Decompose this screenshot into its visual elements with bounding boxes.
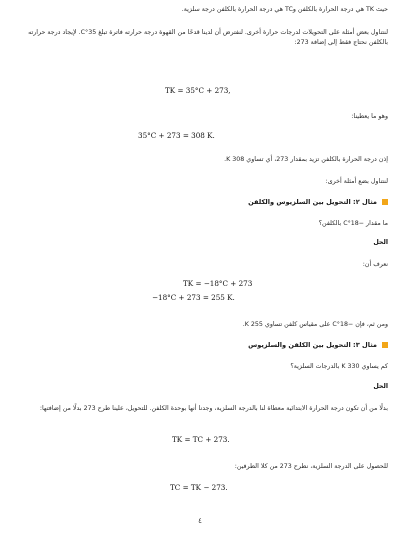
example-2-title: مثال ٢: التحويل بين السلزيوس والكلفن bbox=[248, 198, 377, 206]
page-number: ٤ bbox=[198, 517, 202, 525]
formula-tk-general: TK = TC + 273. bbox=[172, 435, 230, 444]
example-3-title: مثال ٣: التحويل بين الكلفن والسلزيوس bbox=[248, 341, 377, 349]
paragraph-coffee-example: لنتناول بعض أمثلة على التحويلات لدرجات حرارة أخرى. لنفترض أن لدينا قدحًا من القهوة درجة حرارته فاترة تبلغ 35°C. لإيجاد درجة حرارته بالكلفن نحتاج فقط إلى إضافة 273: bbox=[28, 29, 388, 46]
example-2-heading bbox=[248, 198, 388, 206]
example-3-heading bbox=[248, 341, 388, 349]
formula-tk-coffee: TK = 35°C + 273, bbox=[165, 86, 231, 95]
paragraph-more-examples: لنتناول بضع أمثلة أخرى: bbox=[325, 178, 388, 185]
paragraph-kelvin-result: إذن درجة الحرارة بالكلفن تزيد بمقدار 273، أي تساوي 308 K. bbox=[224, 156, 388, 163]
formula-tc-general: TC = TK − 273. bbox=[170, 483, 228, 492]
paragraph-subtract-both: للحصول على الدرجة السلزية، نطرح 273 من كلا الطرفين: bbox=[234, 463, 388, 470]
formula-tk-minus18: TK = −18°C + 273 bbox=[183, 279, 253, 288]
example-3-solution-heading: الحل bbox=[373, 383, 388, 390]
example-3-question: كم يساوي 330 K بالدرجات السلزية؟ bbox=[290, 363, 388, 370]
formula-coffee-result: 35°C + 273 = 308 K. bbox=[138, 131, 215, 140]
paragraph-subtract-explanation: بدلًا من أن تكون درجة الحرارة الابتدائية معطاة لنا بالدرجة السلزية، وجدنا أنها بوحدة الكلفن. للتحويل، علينا طرح 273 بدلًا من إضافتها: bbox=[39, 405, 388, 412]
example-marker-icon bbox=[382, 342, 388, 348]
paragraph-definition: حيث TK هي درجة الحرارة بالكلفن وTC هي درجة الحرارة بالكلفن درجة سلزية. bbox=[181, 6, 388, 13]
formula-minus18-result: −18°C + 273 = 255 K. bbox=[152, 293, 235, 302]
paragraph-minus18-conclusion: ومن ثم، فإن −18°C على مقياس كلفن تساوي 255 K. bbox=[242, 321, 388, 328]
paragraph-gives: وهو ما يعطينا: bbox=[351, 113, 388, 120]
example-2-solution-heading: الحل bbox=[373, 239, 388, 246]
example-marker-icon bbox=[382, 199, 388, 205]
example-2-question: ما مقدار −18°C بالكلفن؟ bbox=[318, 220, 388, 227]
paragraph-we-know: نعرف أن: bbox=[362, 261, 388, 268]
